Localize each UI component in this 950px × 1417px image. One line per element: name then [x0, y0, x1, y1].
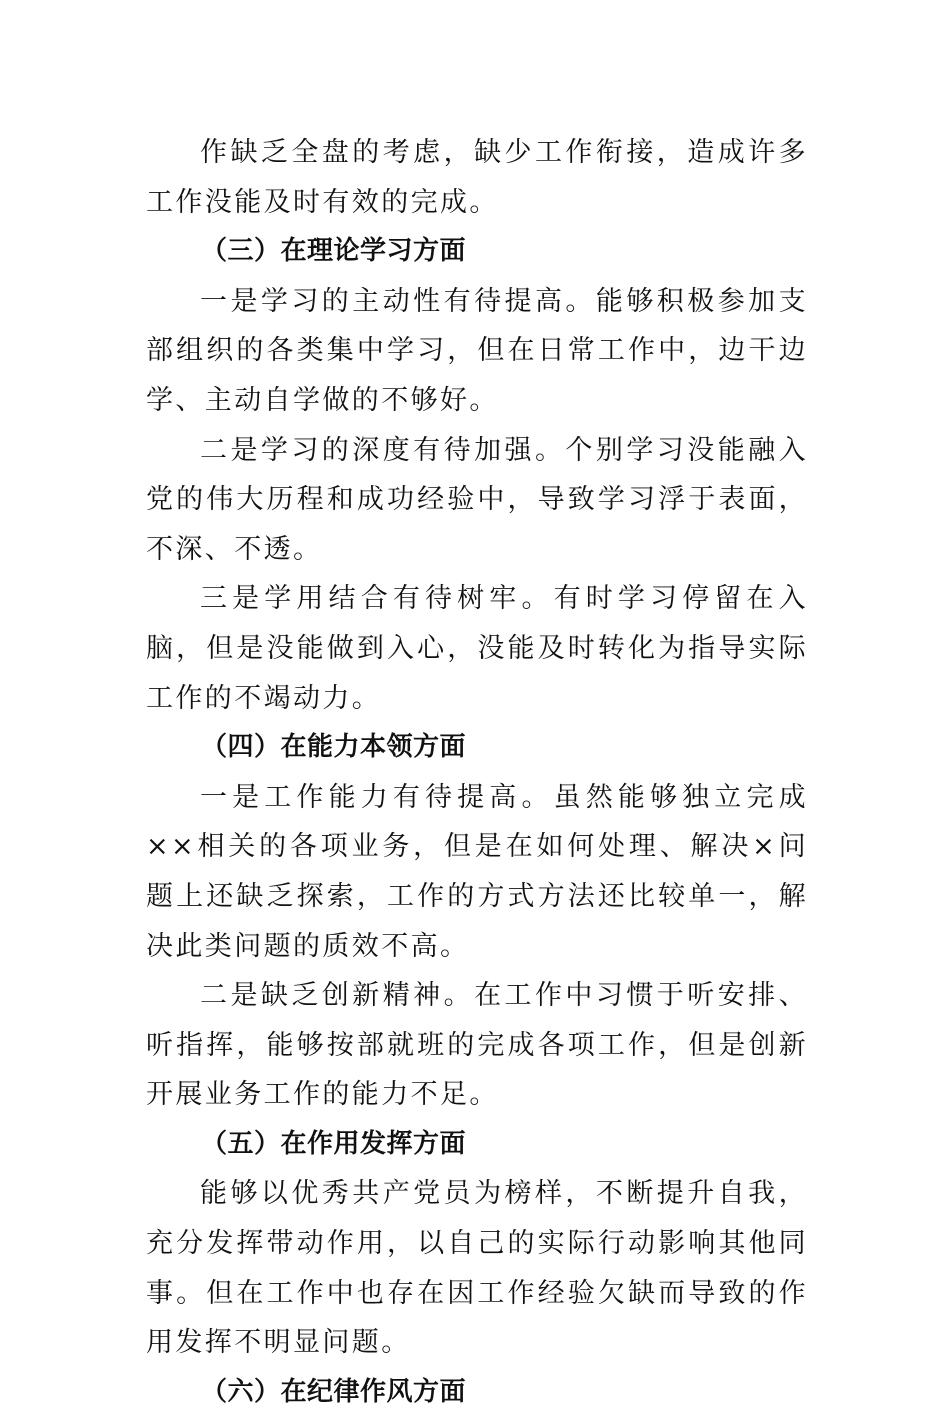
paragraph-study-initiative: 一是学习的主动性有待提高。能够积极参加支部组织的各类集中学习，但在日常工作中，边干边学、主动自学做的不够好。: [146, 285, 808, 416]
paragraph-work-ability: 一是工作能力有待提高。虽然能够独立完成××相关的各项业务，但是在如何处理、解决×问题上还缺乏探索，工作的方式方法还比较单一，解决此类问题的质效不高。: [146, 781, 808, 962]
section-heading-theory-study: （三）在理论学习方面: [201, 236, 467, 267]
document-body: [146, 128, 808, 1417]
section-heading-ability: （四）在能力本领方面: [201, 732, 467, 763]
paragraph-study-application: 三是学用结合有待树牢。有时学习停留在入脑，但是没能做到入心，没能及时转化为指导实际工作的不竭动力。: [146, 583, 808, 714]
paragraph-continuation: 作缺乏全盘的考虑，缺少工作衔接，造成许多工作没能及时有效的完成。: [146, 137, 808, 218]
section-heading-discipline: （六）在纪律作风方面: [201, 1376, 467, 1407]
paragraph-role-model: 能够以优秀共产党员为榜样，不断提升自我，充分发挥带动作用，以自己的实际行动影响其他同事。但在工作中也存在因工作经验欠缺而导致的作用发挥不明显问题。: [146, 1178, 808, 1359]
paragraph-study-depth: 二是学习的深度有待加强。个别学习没能融入党的伟大历程和成功经验中，导致学习浮于表面，不深、不透。: [146, 434, 808, 565]
section-heading-role: （五）在作用发挥方面: [201, 1128, 467, 1159]
paragraph-innovation: 二是缺乏创新精神。在工作中习惯于听安排、听指挥，能够按部就班的完成各项工作，但是创新开展业务工作的能力不足。: [146, 980, 808, 1111]
